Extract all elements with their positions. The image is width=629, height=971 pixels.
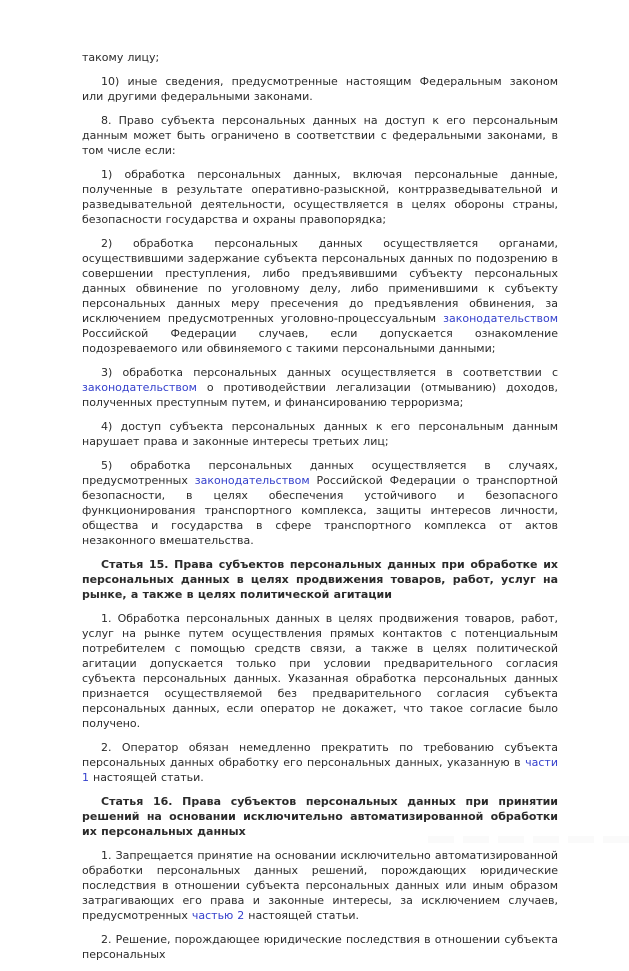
paragraph	[82, 167, 558, 227]
text-run: Статья 15. Права субъектов персональных данных при обработке их персональных данных в целях продвижения товаров, работ, услуг на рынке, а также в целях политической агитации	[82, 558, 558, 601]
watermark-block	[428, 836, 454, 843]
text-run: 4) доступ субъекта персональных данных к его персональным данным нарушает права и законные интересы третьих лиц;	[82, 420, 558, 448]
document-content	[82, 50, 558, 971]
paragraph	[82, 611, 558, 731]
paragraph	[82, 932, 558, 962]
text-run: 2. Оператор обязан немедленно прекратить по требованию субъекта персональных данных обработку его персональных данных, указанную в	[82, 741, 558, 769]
paragraph	[82, 236, 558, 356]
paragraph	[82, 419, 558, 449]
paragraph	[82, 848, 558, 923]
paragraph	[82, 74, 558, 104]
paragraph	[82, 50, 558, 65]
watermark-block	[568, 836, 594, 843]
article-heading	[82, 557, 558, 602]
text-run: Российской Федерации о транспортной безопасности, в целях обеспечения устойчивого и безопасного функционирования транспортного комплекса, защиты интересов личности, общества и государства в сфере транспортного комплекса от актов незаконного вмешательства.	[82, 474, 558, 547]
watermark-block	[603, 836, 629, 843]
text-run: настоящей статьи.	[89, 771, 204, 784]
footer-watermark	[428, 836, 629, 843]
text-run: настоящей статьи.	[244, 909, 360, 922]
text-run: Статья 16. Права субъектов персональных данных при принятии решений на основании исключительно автоматизированной обработки их персональных данных	[82, 795, 558, 838]
paragraph	[82, 365, 558, 410]
text-run: о противодействии легализации (отмыванию) доходов, полученных преступным путем, и финансированию терроризма;	[82, 381, 558, 409]
text-run: 2) обработка персональных данных осуществляется органами, осуществившими задержание субъекта персональных данных по подозрению в совершении преступления, либо предъявившими субъекту персональных данных обвинение по уголовному делу, либо применившими к субъекту персональных данных меру пресечения до предъявления обвинения, за исключением предусмотренных уголовно-процессуальным	[82, 237, 558, 325]
text-run: 1) обработка персональных данных, включая персональные данные, полученные в результате оперативно-разыскной, контрразведывательной и разведывательной деятельности, осуществляется в целях обороны страны, безопасности государства и охраны правопорядка;	[82, 168, 558, 226]
text-run: 10) иные сведения, предусмотренные настоящим Федеральным законом или другими федеральными законами.	[82, 75, 558, 103]
text-run: 2. Решение, порождающее юридические последствия в отношении субъекта персональных	[82, 933, 558, 961]
text-run: 1. Запрещается принятие на основании исключительно автоматизированной обработки персональных данных решений, порождающих юридические последствия в отношении субъекта персональных данных или иным образом затрагивающих его права и законные интересы, за исключением случаев, предусмотренных	[82, 849, 558, 922]
text-run: 5) обработка персональных данных осуществляется в случаях, предусмотренных	[82, 459, 558, 487]
paragraph	[82, 740, 558, 785]
inline-law-link[interactable]: частью 2	[191, 909, 245, 922]
text-run: такому лицу;	[82, 51, 160, 64]
paragraph	[82, 458, 558, 548]
text-run: Российской Федерации случаев, если допускается ознакомление подозреваемого или обвиняемого с такими персональными данными;	[82, 327, 558, 355]
watermark-block	[498, 836, 524, 843]
text-run: 8. Право субъекта персональных данных на доступ к его персональным данным может быть ограничено в соответствии с федеральными законами, в том числе если:	[82, 114, 558, 157]
inline-law-link[interactable]: законодательством	[443, 312, 558, 325]
watermark-block	[533, 836, 559, 843]
text-run: 1. Обработка персональных данных в целях продвижения товаров, работ, услуг на рынке путем осуществления прямых контактов с потенциальным потребителем с помощью средств связи, а также в целях политической агитации допускается только при условии предварительного согласия субъекта персональных данных. Указанная обработка персональных данных признается осуществляемой без предварительного согласия субъекта персональных данных, если оператор не докажет, что такое согласие было получено.	[82, 612, 558, 730]
inline-law-link[interactable]: законодательством	[82, 381, 197, 394]
text-run: 3) обработка персональных данных осуществляется в соответствии с	[101, 366, 558, 379]
article-heading	[82, 794, 558, 839]
watermark-block	[463, 836, 489, 843]
paragraph	[82, 113, 558, 158]
inline-law-link[interactable]: законодательством	[194, 474, 310, 487]
inline-law-link[interactable]: части 1	[82, 756, 558, 784]
